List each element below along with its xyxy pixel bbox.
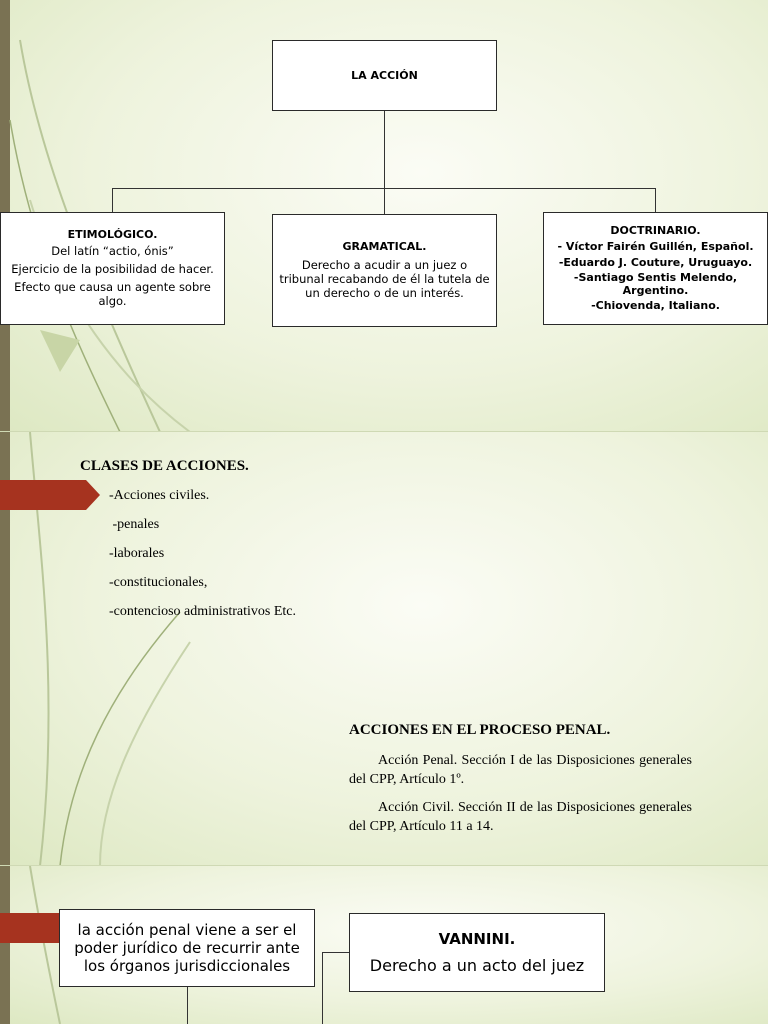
list-item: -laborales bbox=[109, 546, 165, 561]
etymological-line-1: Del latín “actio, ónis” bbox=[51, 244, 174, 259]
etymological-title: ETIMOLÓGICO. bbox=[67, 228, 158, 242]
grammatical-text: Derecho a acudir a un juez o tribunal recabando de él la tutela de un derecho o de un interés. bbox=[279, 258, 490, 300]
doctrinal-line-1: - Víctor Fairén Guillén, Español. bbox=[557, 240, 754, 254]
accent-arrow-tab bbox=[0, 480, 100, 510]
doctrinal-line-3: -Santiago Sentis Melendo, Argentino. bbox=[573, 271, 738, 298]
root-box bbox=[272, 40, 497, 111]
vannini-box bbox=[349, 913, 605, 992]
slide-la-accion bbox=[0, 0, 768, 432]
doctrinal-title: DOCTRINARIO. bbox=[610, 224, 701, 238]
slide-clases-de-acciones bbox=[0, 432, 768, 866]
grammatical-title: GRAMATICAL. bbox=[342, 240, 427, 254]
connector-left-down bbox=[187, 987, 188, 1024]
connector-horizontal bbox=[112, 188, 656, 189]
classes-heading: CLASES DE ACCIONES. bbox=[80, 458, 249, 474]
connector-bracket-vertical bbox=[322, 952, 323, 1024]
etymological-line-2: Ejercicio de la posibilidad de hacer. bbox=[11, 262, 214, 277]
etymological-line-3: Efecto que causa un agente sobre algo. bbox=[14, 280, 211, 308]
accent-arrow-tab bbox=[0, 913, 60, 943]
etymological-box bbox=[0, 212, 225, 325]
grammatical-box bbox=[272, 214, 497, 327]
vannini-title: VANNINI. bbox=[438, 930, 516, 948]
definition-text: la acción penal viene a ser el poder jurídico de recurrir ante los órganos jurisdiccionales bbox=[74, 921, 300, 975]
penal-paragraph-2: Acción Civil. Sección II de las Disposiciones generales del CPP, Artículo 11 a 14. bbox=[349, 800, 692, 834]
penal-heading: ACCIONES EN EL PROCESO PENAL. bbox=[349, 722, 611, 738]
connector-left-down bbox=[112, 188, 113, 213]
doctrinal-box bbox=[543, 212, 768, 325]
list-item: -constitucionales, bbox=[109, 575, 208, 590]
list-item: -Acciones civiles. bbox=[109, 488, 210, 503]
connector-right-down bbox=[655, 188, 656, 213]
definition-box bbox=[59, 909, 315, 987]
slide-accion-penal bbox=[0, 866, 768, 1024]
connector-root-down bbox=[384, 110, 385, 214]
root-title: LA ACCIÓN bbox=[351, 69, 418, 82]
list-item: -contencioso administrativos Etc. bbox=[109, 604, 297, 619]
list-item: -penales bbox=[109, 517, 160, 532]
doctrinal-line-2: -Eduardo J. Couture, Uruguayo. bbox=[558, 256, 753, 270]
vannini-text: Derecho a un acto del juez bbox=[369, 956, 585, 975]
connector-bracket-top bbox=[322, 952, 349, 953]
penal-paragraph-1: Acción Penal. Sección I de las Disposiciones generales del CPP, Artículo 1º. bbox=[349, 753, 692, 787]
doctrinal-line-4: -Chiovenda, Italiano. bbox=[591, 298, 720, 312]
